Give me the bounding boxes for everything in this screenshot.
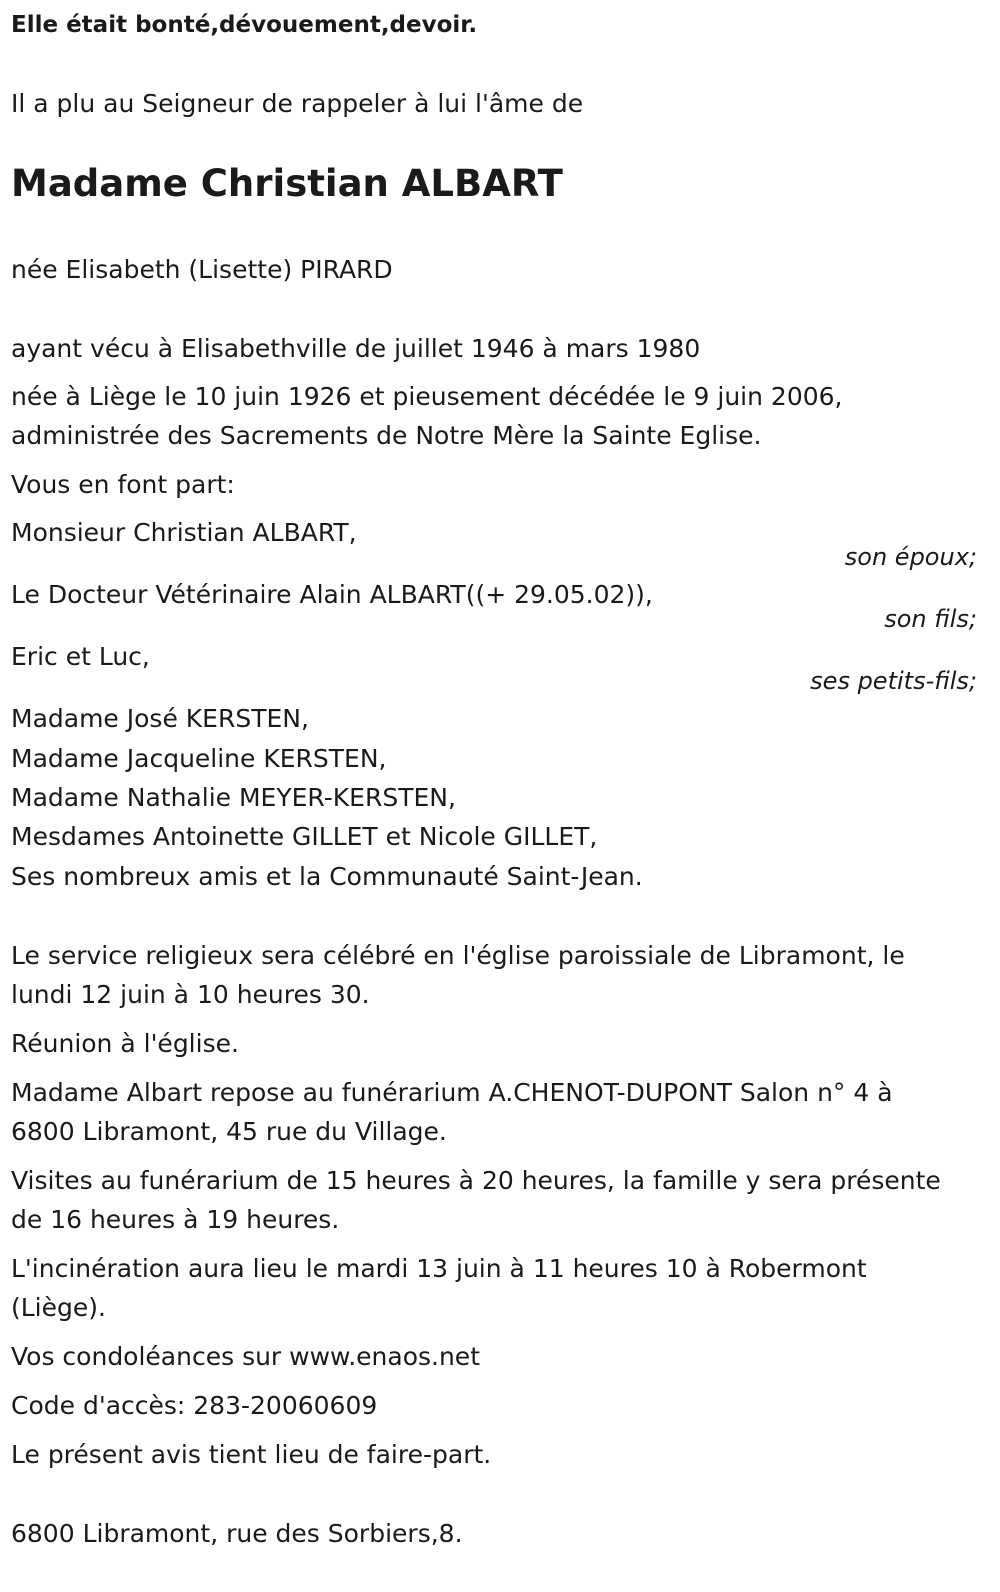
service-text: Le service religieux sera célébré en l'église paroissiale de Libramont, le (11, 941, 905, 970)
deceased-name: Madame Christian ALBART (11, 162, 563, 205)
other-mourner: Ses nombreux amis et la Communauté Saint-Jean. (11, 862, 643, 891)
visits-text: de 16 heures à 19 heures. (11, 1205, 340, 1234)
relative-name: Eric et Luc, (11, 642, 150, 671)
notice-text: Le présent avis tient lieu de faire-part. (11, 1440, 492, 1469)
cremation-text: (Liège). (11, 1293, 106, 1322)
maiden-name: née Elisabeth (Lisette) PIRARD (11, 255, 393, 284)
cremation-text: L'incinération aura lieu le mardi 13 juin à 11 heures 10 à Robermont (11, 1254, 867, 1283)
lived-text: ayant vécu à Elisabethville de juillet 1946 à mars 1980 (11, 334, 701, 363)
service-text: lundi 12 juin à 10 heures 30. (11, 980, 370, 1009)
announcers-intro: Vous en font part: (11, 470, 235, 499)
visits-text: Visites au funérarium de 15 heures à 20 heures, la famille y sera présente (11, 1166, 941, 1195)
birth-death-line: née à Liège le 10 juin 1926 et pieusement décédée le 9 juin 2006, (11, 382, 843, 411)
relative-relation: ses petits-fils; (810, 667, 977, 695)
condolences-text: Vos condoléances sur www.enaos.net (11, 1342, 480, 1371)
meeting-text: Réunion à l'église. (11, 1029, 239, 1058)
family-address: 6800 Libramont, rue des Sorbiers,8. (11, 1519, 463, 1548)
relative-name: Le Docteur Vétérinaire Alain ALBART((+ 29.05.02)), (11, 580, 653, 609)
birth-death-line: administrée des Sacrements de Notre Mère la Sainte Eglise. (11, 421, 762, 450)
other-mourner: Madame Jacqueline KERSTEN, (11, 744, 387, 773)
funeral-home-text: Madame Albart repose au funérarium A.CHENOT-DUPONT Salon n° 4 à (11, 1078, 893, 1107)
other-mourner: Madame Nathalie MEYER-KERSTEN, (11, 783, 456, 812)
intro-text: Il a plu au Seigneur de rappeler à lui l'âme de (11, 89, 584, 118)
relative-name: Monsieur Christian ALBART, (11, 518, 357, 547)
other-mourner: Madame José KERSTEN, (11, 704, 309, 733)
motto: Elle était bonté,dévouement,devoir. (11, 12, 478, 38)
relative-relation: son fils; (884, 605, 977, 633)
relative-relation: son époux; (844, 543, 977, 571)
other-mourner: Mesdames Antoinette GILLET et Nicole GILLET, (11, 822, 598, 851)
funeral-home-text: 6800 Libramont, 45 rue du Village. (11, 1117, 447, 1146)
access-code: Code d'accès: 283-20060609 (11, 1391, 378, 1420)
